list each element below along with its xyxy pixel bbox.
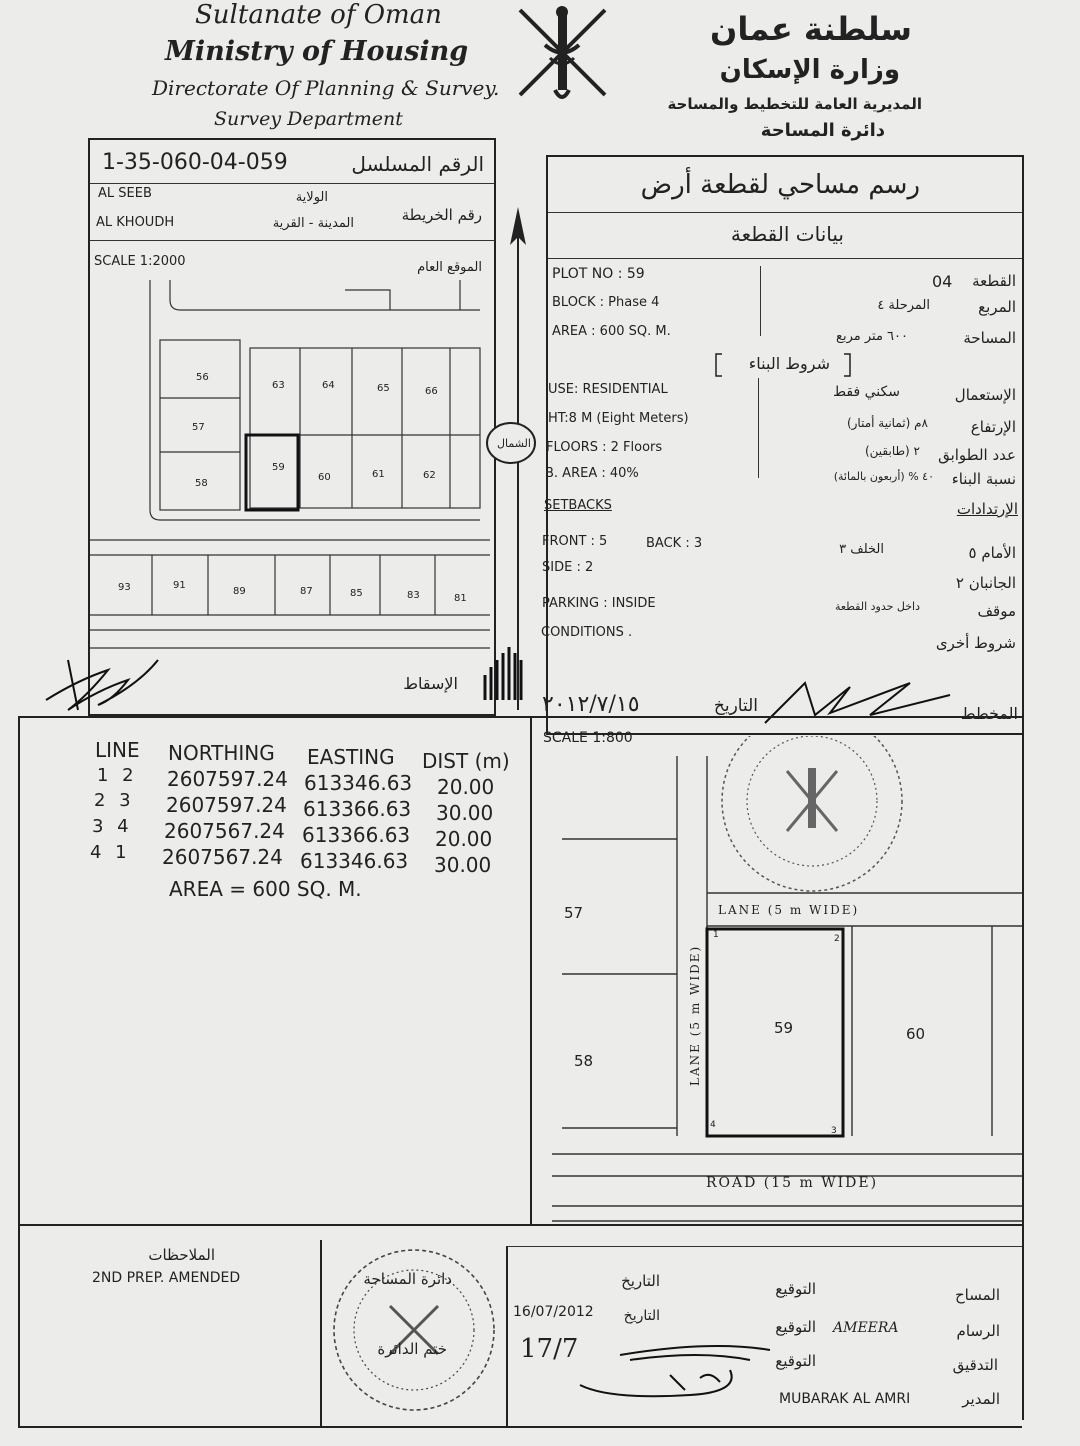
north-label: الشمال [497,437,531,450]
block-value: BLOCK : Phase 4 [552,295,660,310]
coords-area: AREA = 600 SQ. M. [169,877,362,901]
corner-4: 4 [710,1120,716,1130]
map-plot-61: 61 [372,469,385,480]
signature-ar-label-2: التوقيع [775,1318,816,1336]
block-ar-label: المربع [978,298,1016,316]
director-ar-label: المدير [962,1390,1000,1408]
use-ar-label: الإستعمال [954,386,1016,404]
notes-value: 2ND PREP. AMENDED [92,1270,241,1286]
wilayat-label: الولاية [295,190,328,205]
use-value: USE: RESIDENTIAL [548,382,668,397]
plot-detail-drawing [532,736,1022,1226]
coords-row-northing: 2607597.24 [167,767,288,791]
coords-row-northing: 2607567.24 [162,845,283,869]
map-plot-89: 89 [233,586,246,597]
map-plot-93: 93 [118,582,131,593]
height-ar-label: الإرتفاع [970,418,1016,436]
header-ar-ministry: وزارة الإسكان [719,55,900,85]
survey-title: رسم مساحي لقطعة أرض [640,170,920,200]
serial-label: الرقم المسلسل [351,152,484,176]
general-location-label: الموقع العام [417,260,482,275]
map-plot-64: 64 [322,380,335,391]
plot-number: PLOT NO : 59 [552,266,645,282]
draftsman-name: AMEERA [833,1320,899,1336]
director-name: MUBARAK AL AMRI [779,1391,911,1407]
setbacks-label: SETBACKS [544,498,612,513]
floors-ar-value: ٢ (طابقين) [864,444,920,458]
planner-ar-label: المخطط [960,704,1018,723]
front-setback-ar: الأمام ٥ [968,544,1016,562]
coords-row-line: 4 1 [90,842,127,863]
map-plot-60: 60 [318,472,331,483]
height-value: HT:8 M (Eight Meters) [548,411,689,426]
location-scale: SCALE 1:2000 [94,254,186,269]
setbacks-ar-label: الإرتدادات [956,500,1018,518]
parking-ar-label: موقف [977,602,1016,620]
coords-row-northing: 2607567.24 [164,819,285,843]
height-ar-value: ٨م (ثمانية أمتار) [846,416,928,430]
header-ar-department: دائرة المساحة [760,120,885,141]
handwritten-date-footer: 17/7 [520,1334,579,1364]
serial-number: 1-35-060-04-059 [102,150,288,175]
signature-ar-label-1: التوقيع [775,1280,816,1298]
footer-date-ar-label: التاريخ [621,1272,660,1290]
coords-row-dist: 30.00 [434,853,492,877]
building-area-ar-label: نسبة البناء [951,470,1016,488]
plot-number-ar-value: 04 [932,272,953,291]
plot-number-ar-label: القطعة [972,272,1016,290]
footer-date2-ar-label: التاريخ [623,1308,660,1324]
village-label: المدينة - القرية [272,216,354,231]
handwritten-date: ٢٠١٢/٧/١٥ [542,692,640,717]
location-map [90,280,490,700]
road-label: ROAD (15 m WIDE) [706,1175,879,1191]
wilayat-value: AL SEEB [98,186,152,201]
header-en-ministry: Ministry of Housing [165,36,469,67]
map-plot-87: 87 [300,586,313,597]
corner-1: 1 [713,930,719,940]
signature-planner [760,675,960,730]
coords-row-easting: 613366.63 [302,823,411,847]
coords-row-line: 3 4 [92,816,129,837]
signature-ar-label-3: التوقيع [775,1352,816,1370]
lane-side-label: LANE (5 m WIDE) [688,944,702,1086]
back-setback: BACK : 3 [646,536,703,551]
floors-value: FLOORS : 2 Floors [546,440,663,455]
checker-ar-label: التدقيق [952,1356,998,1374]
map-plot-63: 63 [272,380,285,391]
header-en-sultanate: Sultanate of Oman [195,0,442,30]
footer-date-value: 16/07/2012 [513,1304,594,1320]
header-en-department: Survey Department [214,108,403,130]
detail-plot-59: 59 [774,1019,794,1037]
block-ar-value: المرحلة ٤ [877,298,930,313]
side-setback: SIDE : 2 [542,560,594,575]
stamp-label: ختم الدائرة [377,1340,447,1358]
coords-row-easting: 613346.63 [304,771,413,795]
corner-3: 3 [831,1126,837,1136]
signature-left [38,640,168,720]
plot-data-subtitle: بيانات القطعة [730,222,844,246]
coords-row-northing: 2607597.24 [166,793,287,817]
header-ar-sultanate: سلطنة عمان [710,10,912,48]
area-ar-label: المساحة [963,329,1016,347]
parking-ar-value: داخل حدود القطعة [834,600,920,613]
conditions-label: CONDITIONS . [541,625,633,640]
map-number-label: رقم الخريطة [401,206,482,224]
stamp-text: دائرة المساحة [363,1270,452,1288]
notes-ar-label: الملاحظات [148,1246,215,1264]
middle-divider [18,716,1022,718]
map-plot-81: 81 [454,593,467,604]
coords-row-dist: 20.00 [435,827,493,851]
sides-setback-ar: الجانبان ٢ [955,574,1016,592]
building-area-ar-value: ٤٠ % (أربعون بالمائة) [833,470,934,483]
area-value: AREA : 600 SQ. M. [552,324,671,339]
map-plot-56: 56 [196,372,209,383]
surveyor-ar-label: المساح [954,1286,1000,1304]
map-plot-62: 62 [423,470,436,481]
parking-value: PARKING : INSIDE [542,596,656,611]
map-plot-83: 83 [407,590,420,601]
coords-row-line: 1 2 [97,765,134,786]
signature-director [570,1300,800,1415]
area-ar-value: ٦٠٠ متر مربع [836,329,908,344]
village-value: AL KHOUDH [96,215,175,230]
coords-header-easting: EASTING [307,745,395,769]
back-setback-ar: الخلف ٣ [839,542,884,557]
use-ar-value: سكني فقط [833,384,900,400]
coords-row-dist: 20.00 [437,775,495,799]
building-conditions-label: شروط البناء [748,354,830,373]
coords-header-line: LINE [95,738,140,762]
coords-row-easting: 613366.63 [303,797,412,821]
national-emblem-icon [505,0,620,105]
header-en-directorate: Directorate Of Planning & Survey. [152,76,500,100]
coords-row-dist: 30.00 [436,801,494,825]
coords-header-dist: DIST (m) [422,749,510,773]
detail-plot-58: 58 [574,1052,594,1070]
header-ar-directorate: المديرية العامة للتخطيط والمساحة [667,95,922,113]
draftsman-ar-label: الرسام [956,1322,1000,1340]
map-plot-65: 65 [377,383,390,394]
coords-row-line: 2 3 [94,790,131,811]
conditions-ar-label: شروط أخرى [935,634,1016,652]
map-plot-59: 59 [272,462,285,473]
map-plot-91: 91 [173,580,186,591]
floors-ar-label: عدد الطوابق [938,446,1016,464]
corner-2: 2 [834,934,840,944]
map-plot-66: 66 [425,386,438,397]
map-plot-85: 85 [350,588,363,599]
detail-plot-57: 57 [564,904,584,922]
map-plot-58: 58 [195,478,208,489]
map-plot-57: 57 [192,422,205,433]
detail-scale: SCALE 1:800 [543,730,633,746]
projection-label: الإسقاط [403,674,458,693]
date-ar-label: التاريخ [713,696,758,716]
coords-row-easting: 613346.63 [300,849,409,873]
lane-top-label: LANE (5 m WIDE) [718,903,860,917]
detail-plot-60: 60 [906,1025,926,1043]
coords-header-northing: NORTHING [168,741,275,765]
front-setback: FRONT : 5 [542,534,608,549]
building-area-value: B. AREA : 40% [545,466,639,481]
